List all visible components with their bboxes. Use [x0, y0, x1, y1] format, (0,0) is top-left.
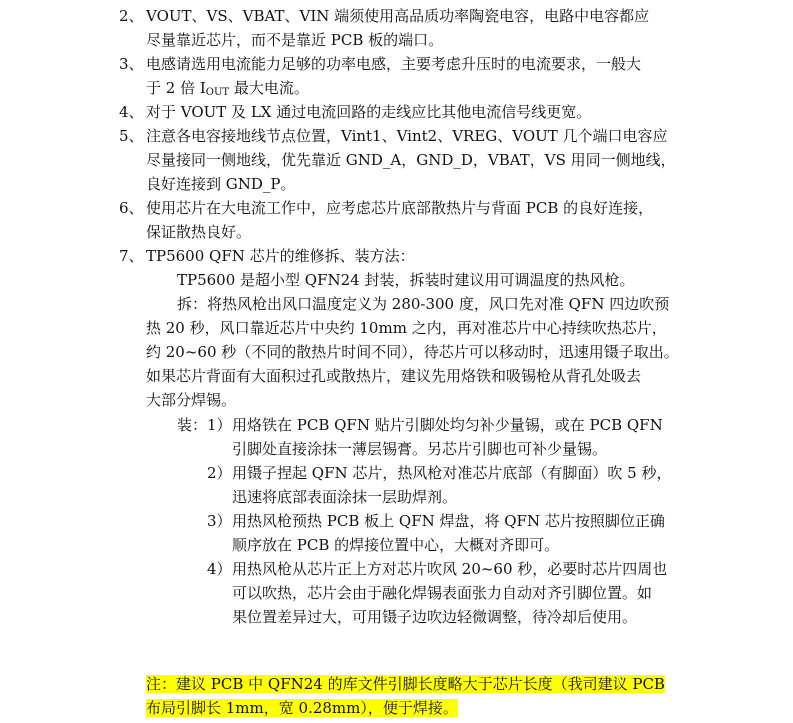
- install-step-text: 用热风枪从芯片正上方对芯片吹风 20~60 秒，必要时芯片四周也: [232, 560, 668, 578]
- item-text: 尽量接同一侧地线，优先靠近 GND_A，GND_D，VBAT，VS 用同一侧地线，: [146, 151, 676, 169]
- item-text: 于 2 倍 $I_{OUT}$ 最大电流。: [146, 79, 309, 98]
- install-step-text: 果位置差异过大，可用镊子边吹边轻微调整，待冷却后使用。: [232, 608, 638, 626]
- install-step-text: 用热风枪预热 PCB 板上 QFN 焊盘，将 QFN 芯片按照脚位正确: [232, 512, 665, 530]
- removal-text: 大部分焊锡。: [146, 391, 237, 409]
- removal-text: 如果芯片背面有大面积过孔或散热片，建议先用烙铁和吸锡枪从背孔处吸去: [146, 367, 642, 385]
- item-number: 4、: [119, 103, 144, 121]
- install-step-text: 可以吹热，芯片会由于融化焊锡表面张力自动对齐引脚位置。如: [232, 584, 653, 602]
- note-highlight: 布局引脚长 1mm，宽 0.28mm），便于焊接。: [146, 699, 458, 717]
- intro-text: TP5600 是超小型 QFN24 封装，拆装时建议用可调温度的热风枪。: [177, 271, 635, 289]
- install-step-marker: 4）: [207, 560, 232, 578]
- install-step-marker: 1）: [207, 416, 232, 434]
- item-text: 使用芯片在大电流工作中，应考虑芯片底部散热片与背面 PCB 的良好连接，: [146, 199, 654, 217]
- removal-text: 约 20~60 秒（不同的散热片时间不同），待芯片可以移动时，迅速用镊子取出。: [146, 343, 679, 361]
- note-line: [146, 673, 665, 695]
- item-text: 良好连接到 GND_P。: [146, 175, 296, 193]
- item-number: 7、: [119, 247, 144, 265]
- install-label: 装：: [177, 416, 208, 434]
- item-text: VOUT、VS、VBAT、VIN 端须使用高品质功率陶瓷电容，电路中电容都应: [146, 7, 650, 25]
- install-step-text: 引脚处直接涂抹一薄层锡膏。另芯片引脚也可补少量锡。: [232, 440, 608, 458]
- item-text: 尽量靠近芯片，而不是靠近 PCB 板的端口。: [146, 31, 444, 49]
- item-text: 注意各电容接地线节点位置，Vint1、Vint2、VREG、VOUT 几个端口电容应: [146, 127, 668, 145]
- removal-text: 拆：将热风枪出风口温度定义为 280-300 度，风口先对准 QFN 四边吹预: [177, 295, 670, 313]
- install-step-text: 迅速将底部表面涂抹一层助焊剂。: [232, 488, 458, 506]
- install-step-marker: 2）: [207, 464, 232, 482]
- item-text: 电感请选用电流能力足够的功率电感，主要考虑升压时的电流要求，一般大: [146, 55, 642, 73]
- item-text: 保证散热良好。: [146, 223, 252, 241]
- install-step-text: 顺序放在 PCB 的焊接位置中心，大概对齐即可。: [232, 536, 560, 554]
- note-highlight: 注：建议 PCB 中 QFN24 的库文件引脚长度略大于芯片长度（我司建议 PCB: [146, 675, 665, 693]
- item-text: 对于 VOUT 及 LX 通过电流回路的走线应比其他电流信号线更宽。: [146, 103, 592, 121]
- removal-text: 热 20 秒，风口靠近芯片中央约 10mm 之内，再对准芯片中心持续吹热芯片，: [146, 319, 667, 337]
- item-number: 3、: [119, 55, 144, 73]
- item-number: 2、: [119, 7, 144, 25]
- install-step-marker: 3）: [207, 512, 232, 530]
- install-step-text: 用镊子捏起 QFN 芯片，热风枪对准芯片底部（有脚面）吹 5 秒，: [232, 464, 672, 482]
- item-number: 6、: [119, 199, 144, 217]
- item-number: 5、: [119, 127, 144, 145]
- install-step-text: 用烙铁在 PCB QFN 贴片引脚处均匀补少量锡，或在 PCB QFN: [232, 416, 663, 434]
- item-text: TP5600 QFN 芯片的维修拆、装方法：: [146, 247, 415, 265]
- note-line: [146, 697, 458, 719]
